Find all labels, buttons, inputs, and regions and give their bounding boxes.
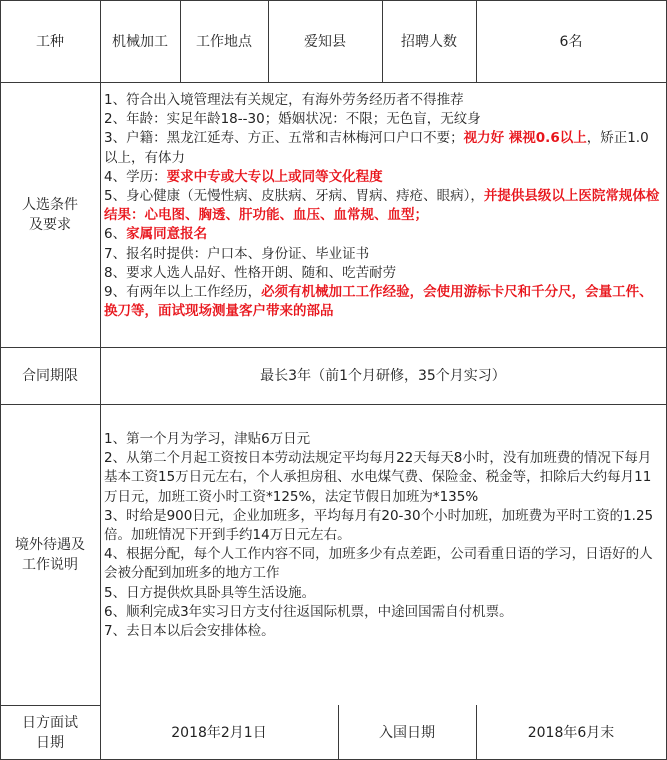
entry-date-value: 2018年6月末 — [527, 724, 615, 741]
requirements-label-line1: 人选条件 — [22, 197, 78, 213]
headcount-value: 6名 — [559, 33, 583, 50]
contract-value: 最长3年（前1个月研修，35个月实习） — [260, 368, 506, 384]
interview-label-line2: 日期 — [36, 734, 64, 751]
requirement-item: 6、家属同意报名 — [104, 226, 208, 243]
job-type-label: 工种 — [36, 33, 64, 50]
requirement-highlight: 要求中专或大专以上或同等文化程度 — [166, 168, 383, 185]
treatment-item: 5、日方提供炊具卧具等生活设施。 — [104, 584, 316, 601]
requirement-highlight: 家属同意报名 — [126, 226, 208, 243]
requirement-item: 4、学历：要求中专或大专以上或同等文化程度 — [104, 168, 383, 185]
location-value: 爱知县 — [304, 33, 346, 50]
treatment-item: 6、顺利完成3年实习日方支付往返国际机票，中途回国需自付机票。 — [104, 603, 513, 620]
treatment-item: 1、第一个月为学习，津贴6万日元 — [104, 431, 311, 447]
requirement-item: 8、要求人选人品好、性格开朗、随和、吃苦耐劳 — [104, 264, 397, 281]
contract-label: 合同期限 — [22, 368, 78, 384]
headcount-label: 招聘人数 — [401, 33, 457, 50]
interview-label-line1: 日方面试 — [22, 714, 78, 731]
requirement-item: 7、报名时提供：户口本、身份证、毕业证书 — [104, 245, 370, 262]
requirement-highlight: 必须有机械加工工作经验，会使用游标卡尺和千分尺，会量工件、换刀等，面试现场测量客户带来的部品 — [104, 284, 653, 320]
treatment-label-line1: 境外待遇及 — [15, 537, 85, 553]
treatment-item: 2、从第二个月起工资按日本劳动法规定平均每月22天每天8小时，没有加班费的情况下每月基本工资15万日元左右，个人承担房租、水电煤气费、保险金、税金等，扣除后大约每月11万日元，加班工资小时工资*125%，法定节假日加班为*135% — [104, 450, 652, 505]
requirements-list — [104, 91, 660, 321]
interview-date-label — [0, 706, 100, 759]
requirement-item: 1、符合出入境管理法有关规定，有海外劳务经历者不得推荐 — [104, 92, 464, 108]
treatment-item: 7、去日本以后会安排体检。 — [104, 623, 275, 640]
requirement-item: 9、有两年以上工作经历，必须有机械加工工作经验，会使用游标卡尺和千分尺，会量工件、换刀等，面试现场测量客户带来的部品 — [104, 284, 653, 320]
requirement-highlight: 并提供县级以上医院常规体检结果：心电图、胸透、肝功能、血压、血常规、血型； — [104, 188, 660, 224]
interview-date-value: 2018年2月1日 — [171, 724, 267, 741]
location-label: 工作地点 — [196, 33, 252, 50]
requirement-item: 3、户籍：黑龙江延寿、方正、五常和吉林梅河口户口不要；视力好 裸视0.6以上，矫正1.0以上，有体力 — [104, 130, 649, 166]
treatment-item: 3、时给是900日元，企业加班多，平均每月有20-30个小时加班，加班费为平时工资的1.25倍。加班情况下开到手约14万日元左右。 — [104, 507, 654, 544]
entry-date-label: 入国日期 — [379, 724, 435, 741]
treatment-label-line2: 工作说明 — [22, 557, 78, 573]
requirement-item: 5、身心健康（无慢性病、皮肤病、牙病、胃病、痔疮、眼病），并提供县级以上医院常规体检结果：心电图、胸透、肝功能、血压、血常规、血型； — [104, 188, 660, 224]
treatment-label — [0, 405, 100, 705]
treatment-list — [104, 430, 656, 641]
requirement-highlight: 视力好 裸视0.6以上 — [463, 130, 587, 147]
requirement-item: 2、年龄：实足年龄18--30；婚姻状况：不限；无色盲，无纹身 — [104, 111, 481, 128]
requirements-label-line2: 及要求 — [29, 217, 71, 233]
job-type-value: 机械加工 — [112, 33, 168, 50]
treatment-item: 4、根据分配，每个人工作内容不同，加班多少有点差距，公司看重日语的学习，日语好的人会被分配到加班多的地方工作 — [104, 546, 653, 582]
requirements-label — [0, 83, 100, 347]
